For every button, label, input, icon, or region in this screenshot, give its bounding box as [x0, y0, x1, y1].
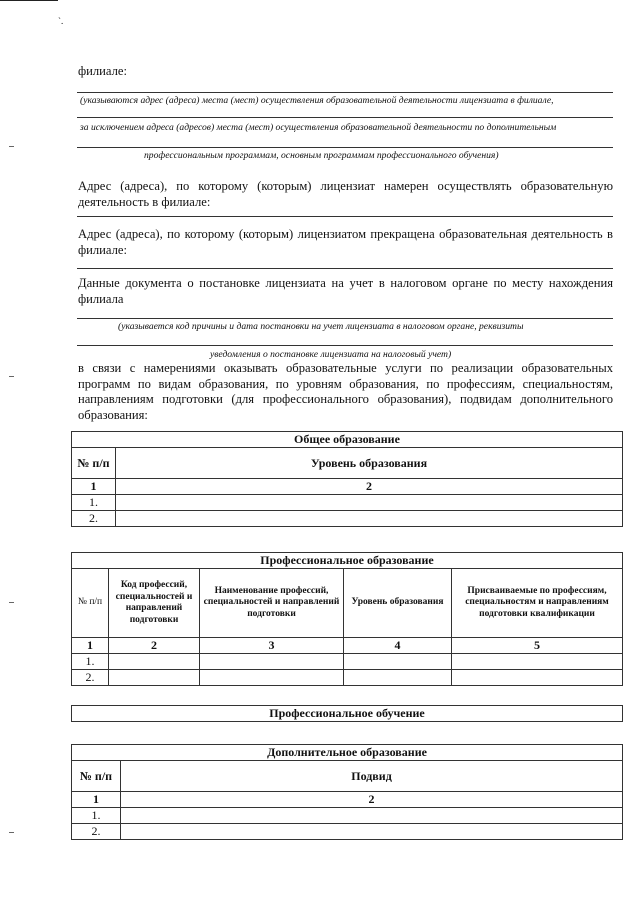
note-tax-2: уведомления о постановке лицензиата на налоговый учет): [210, 349, 452, 360]
col-num: № п/п: [72, 761, 121, 792]
table-row: [72, 808, 623, 824]
general-title: Общее образование: [72, 432, 623, 448]
row-number: 2.: [72, 824, 121, 840]
index-cell: 1: [72, 638, 109, 654]
row-number: 2.: [72, 511, 116, 527]
col-num: № п/п: [72, 569, 109, 638]
col-code: Код профессий, специальностей и направлений подготовки: [109, 569, 200, 638]
index-cell: 1: [72, 792, 121, 808]
note-address-1: (указываются адрес (адреса) места (мест) осуществления образовательной деятельности лицензиата в филиале,: [80, 95, 554, 106]
para-stopped-address: Адрес (адреса), по которому (которым) лицензиатом прекращена образовательная деятельность в филиале:: [78, 227, 613, 257]
fill-line: [77, 268, 613, 269]
table-cell: [121, 808, 623, 824]
row-number: 2.: [72, 670, 109, 686]
corner-mark: `.: [58, 16, 64, 26]
col-qualification: Присваиваемые по профессиям, специальностям и направлениям подготовки квалификации: [452, 569, 623, 638]
general-education-table: [71, 431, 623, 527]
note-address-3: профессиональным программам, основным программам профессионального обучения): [144, 150, 499, 161]
para-tax-data: Данные документа о постановке лицензиата на учет в налоговом органе по месту нахождения филиала: [78, 276, 613, 306]
row-number: 1.: [72, 654, 109, 670]
col-level: Уровень образования: [344, 569, 452, 638]
para-intend-address: Адрес (адреса), по которому (которым) лицензиат намерен осуществлять образовательную деятельность в филиале:: [78, 179, 613, 209]
col-name: Наименование профессий, специальностей и направлений подготовки: [200, 569, 344, 638]
top-rule: [0, 0, 58, 1]
fill-line: [77, 318, 613, 319]
margin-mark: [9, 832, 14, 833]
para-intent: в связи с намерениями оказывать образовательные услуги по реализации образовательных программ по видам образования, по уровням образования, по профессиям, специальностям, направлениям подготовки (для профессионального образования), подвидам дополнительного образования:: [78, 361, 613, 422]
fill-line: [77, 345, 613, 346]
index-cell: 3: [200, 638, 344, 654]
table-cell: [121, 824, 623, 840]
index-cell: 1: [72, 479, 116, 495]
table-cell: [116, 511, 623, 527]
additional-title: Дополнительное образование: [72, 745, 623, 761]
index-cell: 2: [109, 638, 200, 654]
margin-mark: [9, 376, 14, 377]
note-address-2: за исключением адреса (адресов) места (мест) осуществления образовательной деятельности по дополнительным: [80, 122, 557, 133]
table-cell: [116, 495, 623, 511]
margin-mark: [9, 146, 14, 147]
fill-line: [77, 117, 613, 118]
table-row: [72, 824, 623, 840]
col-num: № п/п: [72, 448, 116, 479]
row-number: 1.: [72, 495, 116, 511]
index-cell: 5: [452, 638, 623, 654]
professional-title: Профессиональное образование: [72, 553, 623, 569]
professional-education-table: [71, 552, 623, 686]
margin-mark: [9, 602, 14, 603]
professional-training-table: [71, 705, 623, 722]
training-title: Профессиональное обучение: [72, 706, 623, 722]
fill-line: [77, 216, 613, 217]
filial-label: филиале:: [78, 64, 127, 78]
index-cell: 2: [121, 792, 623, 808]
note-tax-1: (указывается код причины и дата постановки на учет лицензиата в налоговом органе, реквизиты: [118, 321, 524, 332]
table-row: [72, 495, 623, 511]
row-number: 1.: [72, 808, 121, 824]
table-row: [72, 511, 623, 527]
col-subtype: Подвид: [121, 761, 623, 792]
index-cell: 2: [116, 479, 623, 495]
additional-education-table: [71, 744, 623, 840]
fill-line: [77, 92, 613, 93]
index-cell: 4: [344, 638, 452, 654]
col-level: Уровень образования: [116, 448, 623, 479]
fill-line: [77, 147, 613, 148]
table-row: [72, 670, 623, 686]
table-row: [72, 654, 623, 670]
